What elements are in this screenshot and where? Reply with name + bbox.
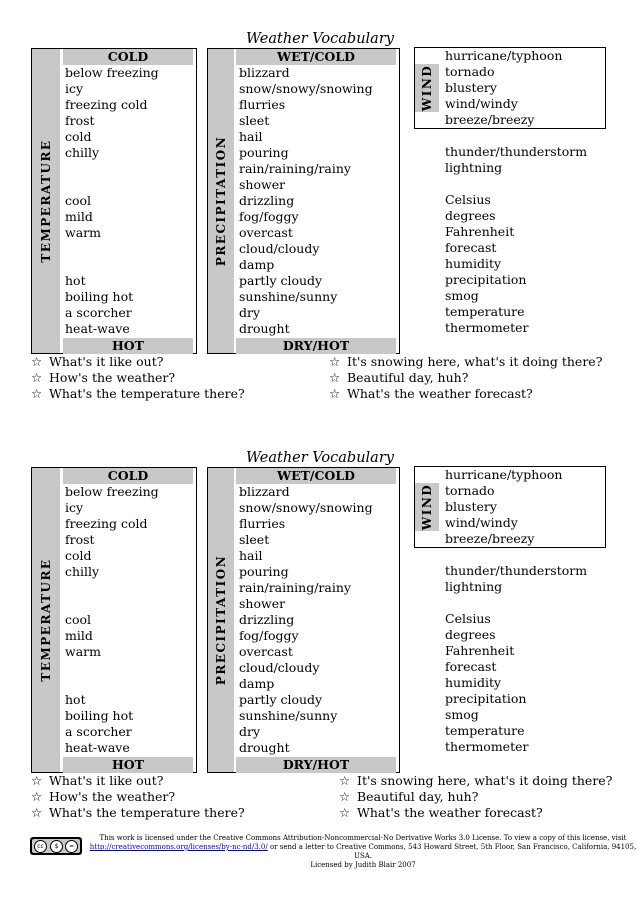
temperature-word-list [65,484,159,756]
word: temperature [445,723,525,738]
word: sleet [239,113,270,128]
page-title: Weather Vocabulary [246,450,394,466]
word: a scorcher [65,305,132,320]
star-icon: ☆ [31,354,43,369]
question: ☆ Beautiful day, huh? [329,370,469,385]
word: snow/snowy/snowing [239,81,373,96]
word: rain/raining/rainy [239,580,351,595]
word: breeze/breezy [445,531,535,546]
word: icy [65,500,84,515]
word: snow/snowy/snowing [239,500,373,515]
word: degrees [445,627,496,642]
star-icon: ☆ [329,386,341,401]
license-text: This work is licensed under the Creative Commons Attribution-Noncommercial-No Derivative Works 3.0 License. To view a copy of this license, visit http://creativecommons.org/licenses/by-nc-nd/3.0/ or send a letter to Creative Commons, 543 Howard Street, 5th Floor, San Francisco, California, 94105, USA. Licensed by Judith Blair 2007 [89,834,637,869]
word: forecast [445,659,497,674]
word: cold [65,129,92,144]
precipitation-label: PRECIPITATION [208,49,234,353]
word: pouring [239,145,289,160]
word: lightning [445,579,503,594]
word: cloud/cloudy [239,241,320,256]
worksheet-top [0,0,638,400]
question: ☆ How's the weather? [31,370,176,385]
word: mild [65,209,93,224]
license-footer [30,834,637,874]
word: blustery [445,499,497,514]
word [65,257,159,273]
word: freezing cold [65,516,148,531]
word: damp [239,257,275,272]
word: boiling hot [65,289,134,304]
word: blizzard [239,484,290,499]
question: ☆ What's it like out? [31,354,164,369]
word [65,580,159,596]
word: sleet [239,532,270,547]
word [445,595,587,611]
word: sunshine/sunny [239,289,338,304]
page-title: Weather Vocabulary [246,31,394,47]
temperature-label: TEMPERATURE [32,468,60,772]
star-icon: ☆ [339,773,351,788]
wind-label: WIND [415,483,439,531]
word: blizzard [239,65,290,80]
word: dry [239,305,261,320]
word: drizzling [239,193,295,208]
word: tornado [445,64,495,79]
word: cool [65,612,92,627]
license-link[interactable]: http://creativecommons.org/licenses/by-nc-nd/3.0/ [89,843,268,851]
word: shower [239,596,286,611]
question: ☆ Beautiful day, huh? [339,789,479,804]
star-icon: ☆ [31,386,43,401]
word: wind/windy [445,96,518,111]
star-icon: ☆ [339,789,351,804]
question: ☆ What's the weather forecast? [339,805,543,820]
star-icon: ☆ [31,370,43,385]
word: below freezing [65,484,159,499]
questions-left [31,773,245,821]
questions-left [31,354,245,402]
worksheet-bottom [0,419,638,819]
word: wind/windy [445,515,518,530]
word: shower [239,177,286,192]
word: humidity [445,675,502,690]
temperature-label: TEMPERATURE [32,49,60,353]
word: Celsius [445,192,491,207]
word: degrees [445,208,496,223]
word: boiling hot [65,708,134,723]
cold-header: COLD [63,49,193,65]
word: partly cloudy [239,273,323,288]
wind-word-list [445,467,562,547]
word: precipitation [445,272,527,287]
word: sunshine/sunny [239,708,338,723]
wet-cold-header: WET/COLD [236,468,396,484]
word: smog [445,288,479,303]
word: cold [65,548,92,563]
word: frost [65,113,95,128]
word [65,241,159,257]
word: heat-wave [65,321,130,336]
word: precipitation [445,691,527,706]
word: Fahrenheit [445,224,515,239]
word: fog/foggy [239,209,299,224]
wind-label: WIND [415,64,439,112]
word: hurricane/typhoon [445,48,563,63]
star-icon: ☆ [329,370,341,385]
precipitation-word-list [239,65,373,337]
star-icon: ☆ [31,805,43,820]
word: fog/foggy [239,628,299,643]
hot-header: HOT [63,338,193,354]
word: warm [65,644,101,659]
word: warm [65,225,101,240]
word [445,176,587,192]
word: drought [239,740,290,755]
word [65,676,159,692]
word: overcast [239,225,293,240]
hot-header: HOT [63,757,193,773]
word: smog [445,707,479,722]
word: hurricane/typhoon [445,467,563,482]
word: thermometer [445,739,529,754]
word: rain/raining/rainy [239,161,351,176]
precipitation-word-list [239,484,373,756]
word: heat-wave [65,740,130,755]
question: ☆ What's the weather forecast? [329,386,533,401]
wind-word-list [445,48,562,128]
word: thunder/thunderstorm [445,563,588,578]
word: mild [65,628,93,643]
word: dry [239,724,261,739]
word: humidity [445,256,502,271]
questions-right [339,773,612,821]
dry-hot-header: DRY/HOT [236,757,396,773]
word: chilly [65,145,100,160]
temperature-word-list [65,65,159,337]
star-icon: ☆ [329,354,341,369]
word: drizzling [239,612,295,627]
word: blustery [445,80,497,95]
question: ☆ What's it like out? [31,773,164,788]
word: below freezing [65,65,159,80]
dry-hot-header: DRY/HOT [236,338,396,354]
word: cool [65,193,92,208]
word: pouring [239,564,289,579]
word: hail [239,129,263,144]
word: hail [239,548,263,563]
word: partly cloudy [239,692,323,707]
word: tornado [445,483,495,498]
word: hot [65,692,86,707]
word: drought [239,321,290,336]
word [65,161,159,177]
star-icon: ☆ [31,789,43,804]
word: flurries [239,516,286,531]
question: ☆ How's the weather? [31,789,176,804]
word: temperature [445,304,525,319]
cold-header: COLD [63,468,193,484]
star-icon: ☆ [339,805,351,820]
precipitation-label: PRECIPITATION [208,468,234,772]
word: a scorcher [65,724,132,739]
word: breeze/breezy [445,112,535,127]
word: thermometer [445,320,529,335]
word: Fahrenheit [445,643,515,658]
creative-commons-badge-icon: cc $ = [30,837,82,855]
word: forecast [445,240,497,255]
word: frost [65,532,95,547]
word: Celsius [445,611,491,626]
question: ☆ What's the temperature there? [31,386,245,401]
word: icy [65,81,84,96]
word [65,660,159,676]
extra-word-list [445,563,587,755]
word: freezing cold [65,97,148,112]
extra-word-list [445,144,587,336]
word: damp [239,676,275,691]
word: flurries [239,97,286,112]
wet-cold-header: WET/COLD [236,49,396,65]
word: hot [65,273,86,288]
questions-right [329,354,602,402]
star-icon: ☆ [31,773,43,788]
question: ☆ It's snowing here, what's it doing there? [339,773,613,788]
question: ☆ What's the temperature there? [31,805,245,820]
word: chilly [65,564,100,579]
word: thunder/thunderstorm [445,144,588,159]
word: lightning [445,160,503,175]
word: overcast [239,644,293,659]
question: ☆ It's snowing here, what's it doing there? [329,354,603,369]
word [65,596,159,612]
word: cloud/cloudy [239,660,320,675]
word [65,177,159,193]
